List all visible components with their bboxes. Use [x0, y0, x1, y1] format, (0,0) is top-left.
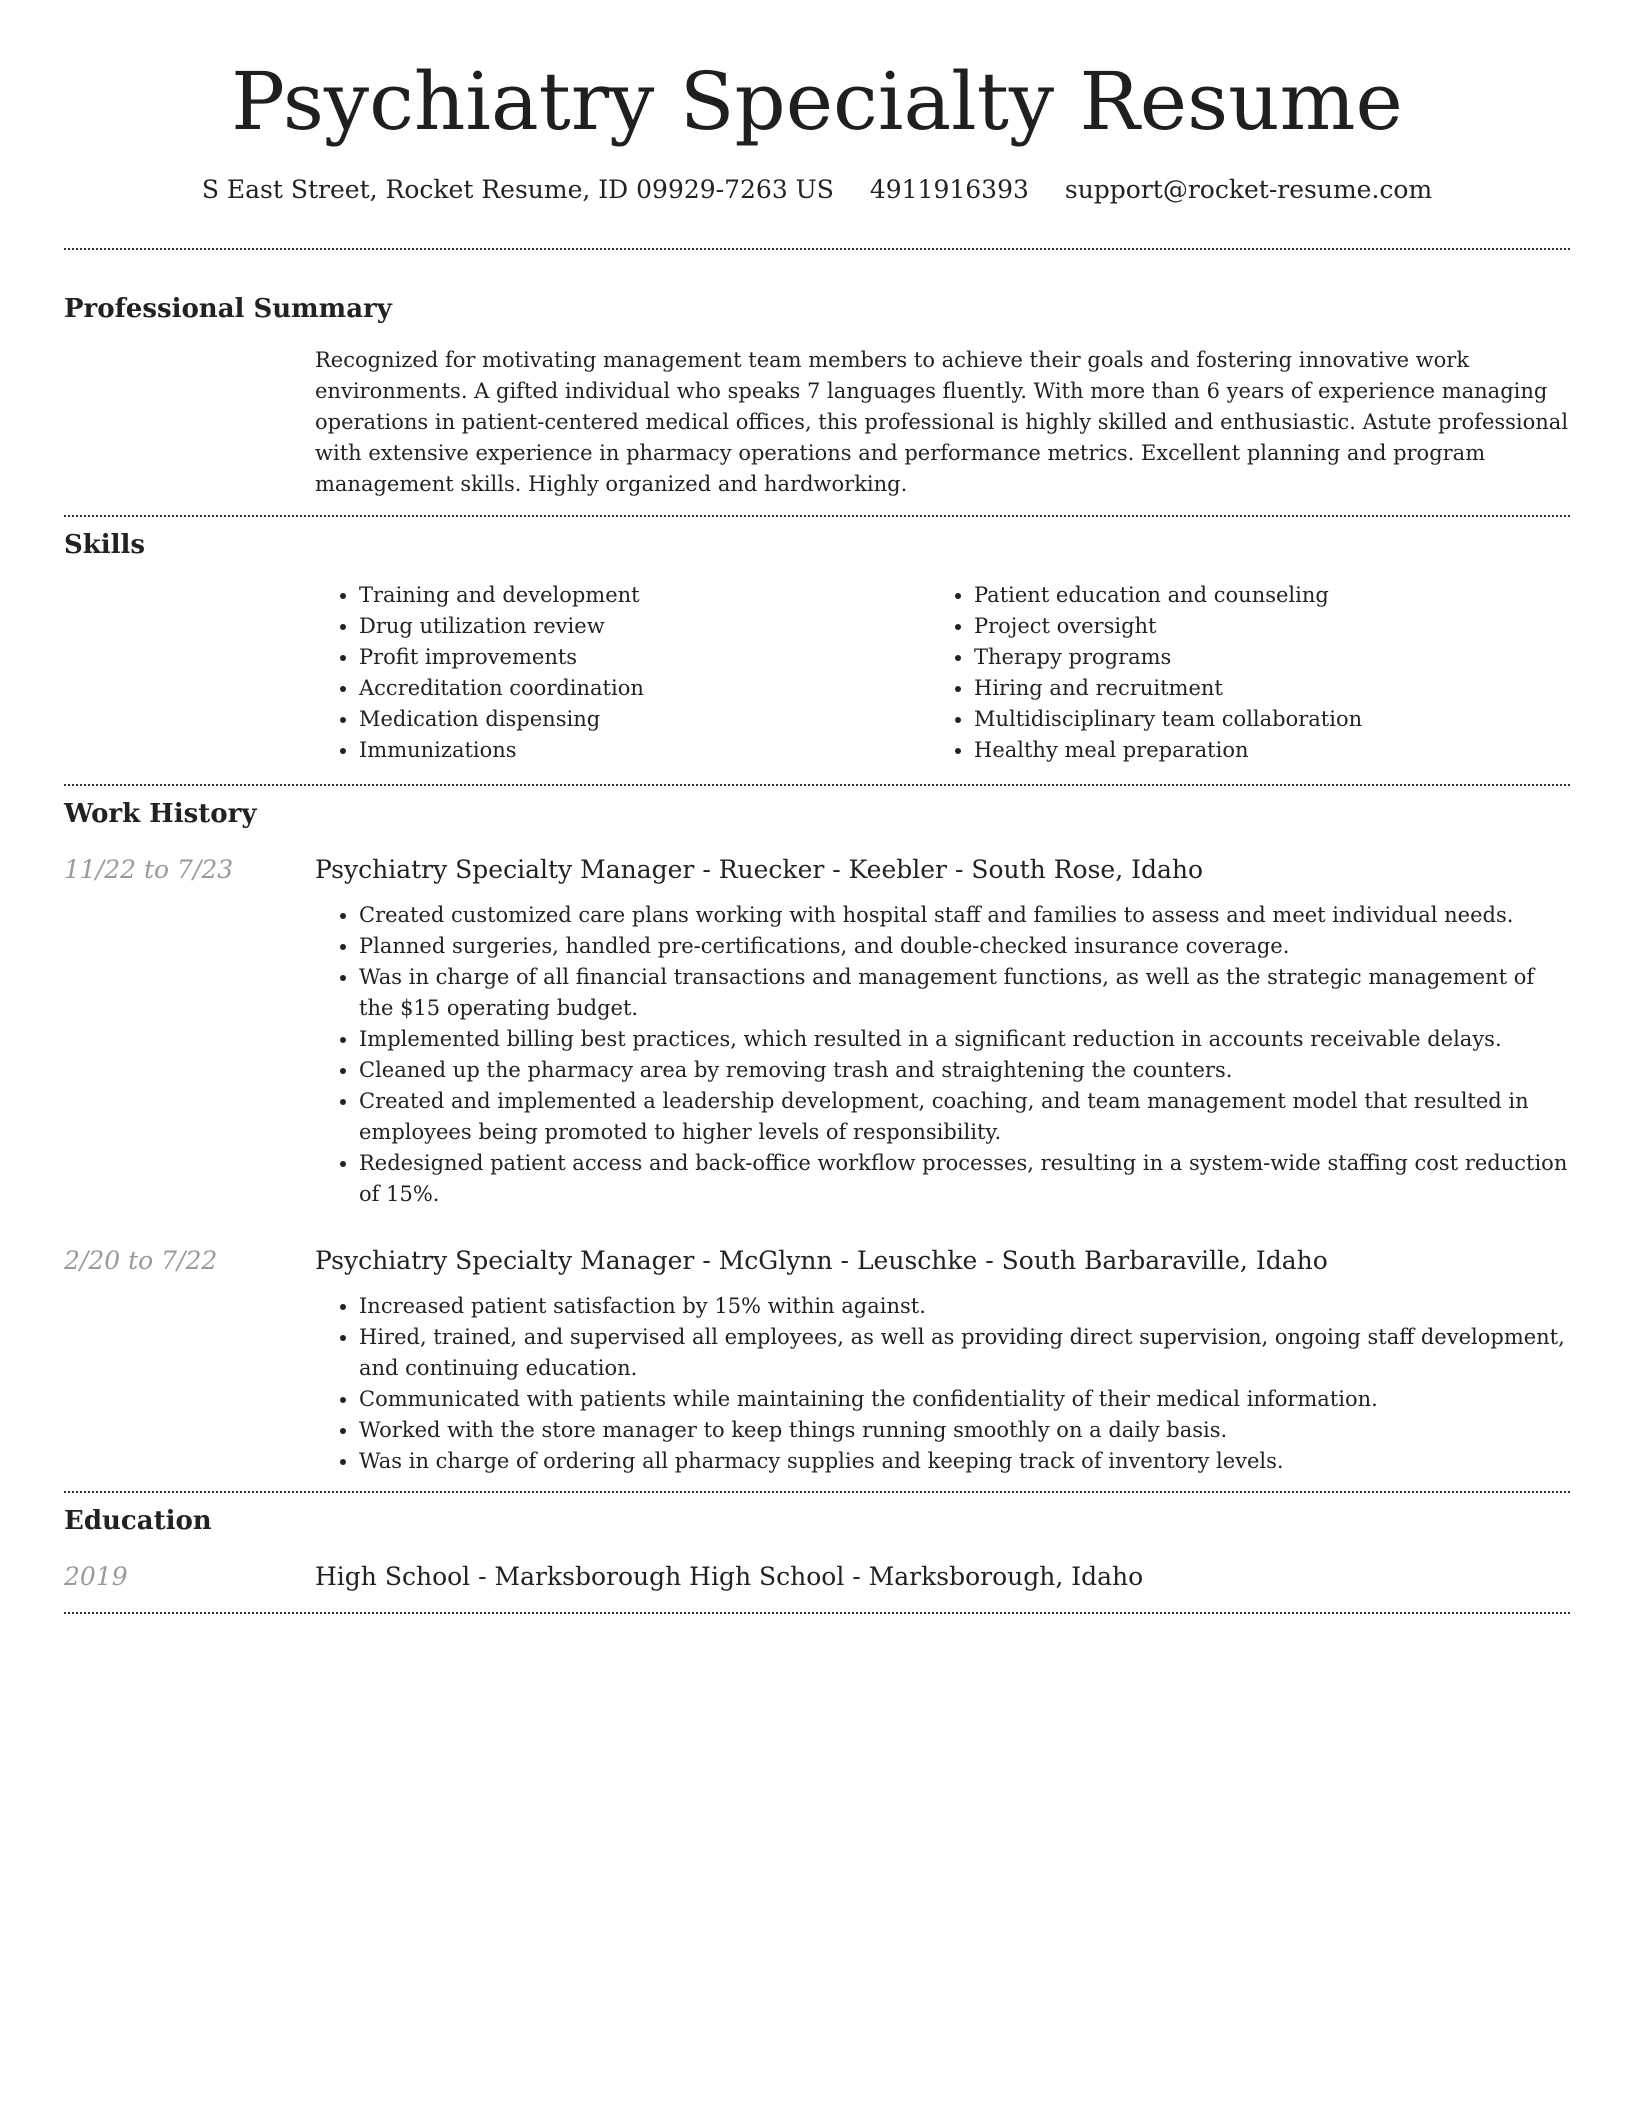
divider: [64, 248, 1570, 250]
skill-item: • Profit improvements: [359, 642, 930, 673]
skill-item: • Accreditation coordination: [359, 673, 930, 704]
contact-address: S East Street, Rocket Resume, ID 09929-7263 US: [201, 175, 834, 204]
skill-item: • Patient education and counseling: [974, 580, 1570, 611]
skill-item: • Healthy meal preparation: [974, 735, 1570, 766]
job-bullets: [315, 1291, 1570, 1477]
job-entry: [64, 1244, 1570, 1477]
job-details: [315, 1291, 1570, 1477]
job-bullets: [315, 900, 1570, 1210]
job-title: Psychiatry Specialty Manager - Ruecker - Keebler - South Rose, Idaho: [315, 855, 1204, 884]
job-bullet: • Cleaned up the pharmacy area by removing trash and straightening the counters.: [359, 1055, 1570, 1086]
skill-item: • Training and development: [359, 580, 930, 611]
skill-item: • Drug utilization review: [359, 611, 930, 642]
work-section: [64, 797, 1570, 1477]
divider: [64, 515, 1570, 517]
job-dates: 2/20 to 7/22: [64, 1246, 218, 1275]
education-title: High School - Marksborough High School - Marksborough, Idaho: [315, 1562, 1144, 1591]
job-bullet: • Increased patient satisfaction by 15% within against.: [359, 1291, 1570, 1322]
section-heading-work: Work History: [64, 799, 257, 829]
resume-page: [64, 0, 1570, 1614]
summary-text: Recognized for motivating management team members to achieve their goals and fostering innovative work environments. A gifted individual who speaks 7 languages fluently. With more than 6 years of experience managing operations in patient-centered medical offices, this professional is highly skilled and enthusiastic. Astute professional with extensive experience in pharmacy operations and performance metrics. Excellent planning and program management skills. Highly organized and hardworking.: [315, 348, 1569, 496]
job-bullet: • Worked with the store manager to keep things running smoothly on a daily basis.: [359, 1415, 1570, 1446]
job-bullet: • Created customized care plans working with hospital staff and families to assess and meet individual needs.: [359, 900, 1570, 931]
section-heading-skills: Skills: [64, 530, 146, 560]
education-year: 2019: [64, 1562, 128, 1591]
job-bullet: • Created and implemented a leadership development, coaching, and team management model that resulted in employees being promoted to higher levels of responsibility.: [359, 1086, 1570, 1148]
summary-section: [64, 292, 1570, 500]
skills-list-right: [930, 580, 1570, 766]
skills-section: [64, 528, 1570, 766]
contact-phone: 4911916393: [869, 175, 1029, 204]
job-bullet: • Was in charge of all financial transactions and management functions, as well as the strategic management of the $15 operating budget.: [359, 962, 1570, 1024]
skills-list-left: [315, 580, 930, 766]
skill-item: • Hiring and recruitment: [974, 673, 1570, 704]
education-section: [64, 1504, 1570, 1594]
job-bullet: • Redesigned patient access and back-office workflow processes, resulting in a system-wide staffing cost reduction of 15%.: [359, 1148, 1570, 1210]
summary-body: [315, 345, 1570, 500]
section-heading-summary: Professional Summary: [64, 294, 392, 324]
education-entry: [64, 1560, 1570, 1594]
skill-item: • Therapy programs: [974, 642, 1570, 673]
skills-grid: [315, 580, 1570, 766]
contact-email: support@rocket-resume.com: [1064, 175, 1433, 204]
resume-title: Psychiatry Specialty Resume: [231, 55, 1403, 148]
skill-item: • Multidisciplinary team collaboration: [974, 704, 1570, 735]
section-heading-education: Education: [64, 1506, 212, 1536]
contact-line: [64, 172, 1570, 208]
job-header: [64, 853, 1570, 887]
job-details: [315, 900, 1570, 1210]
job-dates: 11/22 to 7/23: [64, 855, 234, 884]
job-bullet: • Implemented billing best practices, which resulted in a significant reduction in accounts receivable delays.: [359, 1024, 1570, 1055]
job-bullet: • Was in charge of ordering all pharmacy supplies and keeping track of inventory levels.: [359, 1446, 1570, 1477]
job-bullet: • Planned surgeries, handled pre-certifications, and double-checked insurance coverage.: [359, 931, 1570, 962]
job-header: [64, 1244, 1570, 1278]
divider: [64, 1491, 1570, 1493]
job-entry: [64, 853, 1570, 1210]
skill-item: • Project oversight: [974, 611, 1570, 642]
job-bullet: • Communicated with patients while maintaining the confidentiality of their medical information.: [359, 1384, 1570, 1415]
education-header: [64, 1560, 1570, 1594]
divider: [64, 1612, 1570, 1614]
divider: [64, 784, 1570, 786]
skill-item: • Immunizations: [359, 735, 930, 766]
skill-item: • Medication dispensing: [359, 704, 930, 735]
job-title: Psychiatry Specialty Manager - McGlynn - Leuschke - South Barbaraville, Idaho: [315, 1246, 1328, 1275]
job-bullet: • Hired, trained, and supervised all employees, as well as providing direct supervision, ongoing staff development, and continuing education.: [359, 1322, 1570, 1384]
